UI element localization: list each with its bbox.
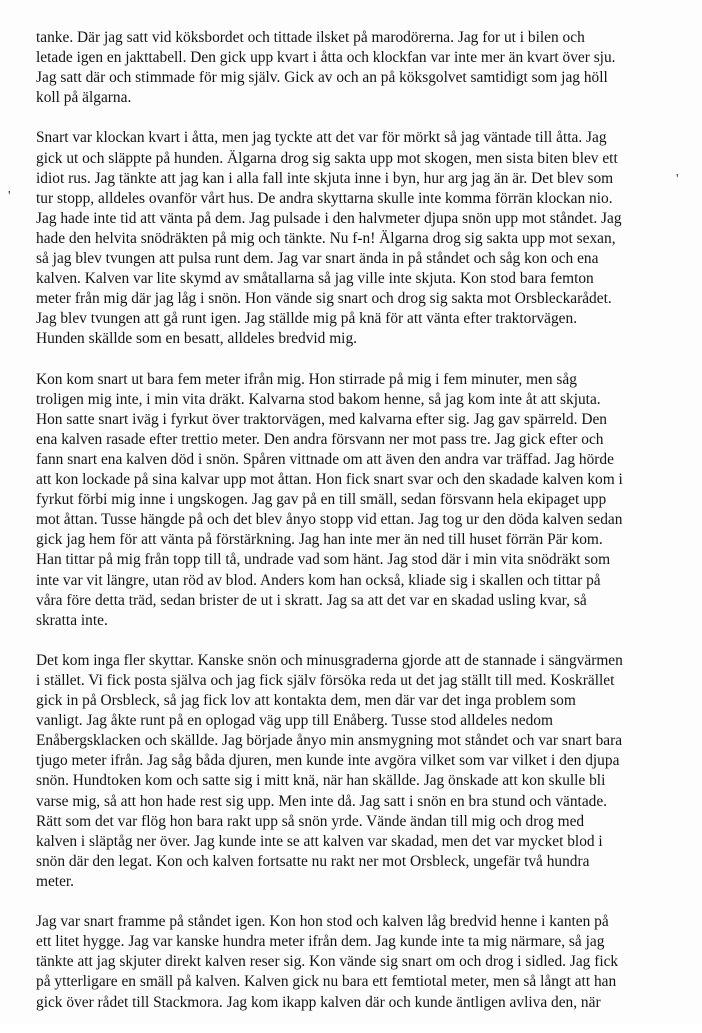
text-line: inte var vit längre, utan röd av blod. Anders kom han också, kliade sig i skallen och tittar på	[36, 571, 601, 589]
text-line: gick in på Orsbleck, så jag fick lov att kontakta dem, men där var det inga problem som	[36, 692, 576, 710]
text-line: hade den helvita snödräkten på mig och tänkte. Nu f-n! Älgarna drog sig sakta upp mot sexan,	[36, 229, 616, 247]
text-line: Enåbergsklacken och skällde. Jag började ånyo min ansmygning mot ståndet och var snart bara	[36, 732, 623, 750]
paragraph	[36, 128, 680, 349]
text-line: Rätt som det var flög hon bara rakt upp så snön yrde. Vände ändan till mig och drog med	[36, 812, 585, 830]
text-line: fyrkut förbi mig inne i ungskogen. Jag gav på en till smäll, sedan försvann hela ekipaget upp	[36, 491, 607, 509]
text-line: ena kalven rasade efter trettio meter. Den andra försvann ner mot pass tre. Jag gick efter och	[36, 430, 604, 448]
paragraph	[36, 370, 680, 631]
text-line: Snart var klockan kvart i åtta, men jag tyckte att det var för mörkt så jag väntade till åtta. Jag	[36, 129, 607, 147]
text-line: att kon lockade på sina kalvar upp mot åttan. Hon fick snart svar och den skadade kalven kom i	[36, 471, 623, 489]
paragraph	[36, 912, 680, 1012]
text-line: kalven i släptåg ner över. Jag kunde inte se att kalven var skadad, men det var mycket blod i	[36, 832, 603, 850]
text-line: meter.	[36, 872, 75, 890]
text-line: på ytterligare en smäll på kalven. Kalven gick nu bara ett femtiotal meter, men så långt att han	[36, 973, 617, 991]
text-line: meter från mig där jag låg i snön. Hon vände sig snart och drog sig sakta mot Orsbleckarådet.	[36, 290, 612, 308]
text-line: kalven. Kalven var lite skymd av småtallarna så jag ville inte skjuta. Kon stod bara femton	[36, 270, 594, 288]
text-line: så jag blev tvungen att pulsa runt dem. Jag var snart ända in på ståndet och såg kon och ena	[36, 250, 599, 268]
text-line: Han tittar på mig från topp till tå, undrade vad som hänt. Jag stod där i min vita snödräkt som	[36, 551, 611, 569]
text-line: koll på älgarna.	[36, 89, 132, 107]
document-body	[36, 28, 680, 1033]
text-line: tjugo meter ifrån. Jag såg båda djuren, men kunde inte avgöra vilket som var vilket i den djupa	[36, 752, 620, 770]
text-line: gick ut och släppte på hunden. Älgarna drog sig sakta upp mot skogen, men sista biten blev ett	[36, 149, 618, 167]
text-line: snön. Hundtoken kom och satte sig i mitt knä, när han skällde. Jag önskade att kon skulle bli	[36, 772, 606, 790]
text-line: Jag hade inte tid att vänta på dem. Jag pulsade i den halvmeter djupa snön upp mot ståndet. Jag	[36, 209, 622, 227]
text-line: gick jag hem för att vänta på förstärkning. Jag han inte mer än ned till huset förrän Pär kom.	[36, 531, 603, 549]
text-line: våra före detta träd, sedan brister de ut i skratt. Jag sa att det var en skadad usling kvar, så	[36, 591, 587, 609]
paragraph	[36, 651, 680, 892]
text-line: tanke. Där jag satt vid köksbordet och tittade ilsket på marodörerna. Jag for ut i bilen och	[36, 29, 585, 46]
text-line: Jag satt där och stimmade för mig själv. Gick av och an på köksgolvet samtidigt som jag höll	[36, 69, 608, 87]
margin-speck: '	[676, 172, 679, 187]
text-line: mot åttan. Tusse hängde på och det blev ånyo stopp vid ettan. Jag tog ur den döda kalven sedan	[36, 511, 623, 529]
text-line: Kon kom snart ut bara fem meter ifrån mig. Hon stirrade på mig i fem minuter, men såg	[36, 370, 577, 388]
text-line: snön där den legat. Kon och kalven fortsatte nu rakt ner mot Orsbleck, ungefär två hundra	[36, 852, 590, 870]
text-line: letade igen en jakttabell. Den gick upp kvart i åtta och klockfan var inte mer än kvart över sju.	[36, 49, 616, 67]
text-line: Jag blev tvungen att gå runt igen. Jag ställde mig på knä för att vänta efter traktorvägen.	[36, 310, 578, 328]
text-line: fann snart ena kalven död i snön. Spåren vittnade om att även den andra var träffad. Jag hörde	[36, 450, 614, 468]
text-line: Hunden skällde som en besatt, alldeles bredvid mig.	[36, 330, 357, 348]
margin-speck: '	[8, 189, 11, 204]
text-line: skratta inte.	[36, 611, 108, 629]
text-line: tänkte att jag skjuter direkt kalven reser sig. Kon vände sig snart om och drog i sidled. Jag fick	[36, 953, 619, 971]
text-line: i stället. Vi fick posta själva och jag fick själv försöka reda ut det jag ställt till med. Koskrället	[36, 672, 615, 689]
text-line: varse mig, så att hon hade rest sig upp. Men inte då. Jag satt i snön en bra stund och väntade.	[36, 792, 608, 810]
text-line: Hon satte snart iväg i fyrkut över traktorvägen, med kalvarna efter sig. Jag gav spärreld. Den	[36, 410, 607, 428]
paragraph	[36, 28, 680, 108]
text-line: vanligt. Jag åkte runt på en oplogad väg upp till Enåberg. Tusse stod alldeles nedom	[36, 712, 553, 730]
text-line: Det kom inga fler skyttar. Kanske snön och minusgraderna gjorde att de stannade i sängvärmen	[36, 651, 623, 669]
text-line: gick över rådet till Stackmora. Jag kom ikapp kalven där och kunde äntligen avliva den, när	[36, 993, 601, 1011]
text-line: ett litet hygge. Jag var kanske hundra meter ifrån dem. Jag kunde inte ta mig närmare, så jag	[36, 933, 605, 951]
text-line: Jag var snart framme på ståndet igen. Kon hon stod och kalven låg bredvid henne i kanten på	[36, 913, 609, 931]
text-line: tur stopp, alldeles ovanför vårt hus. De andra skyttarna skulle inte komma förrän klockan nio.	[36, 189, 613, 207]
text-line: idiot rus. Jag tänkte att jag kan i alla fall inte skjuta inne i byn, hur arg jag än är. Det blev som	[36, 169, 614, 187]
text-line: troligen mig inte, i min vita dräkt. Kalvarna stod bakom henne, så jag kom inte åt att skjuta.	[36, 390, 601, 408]
